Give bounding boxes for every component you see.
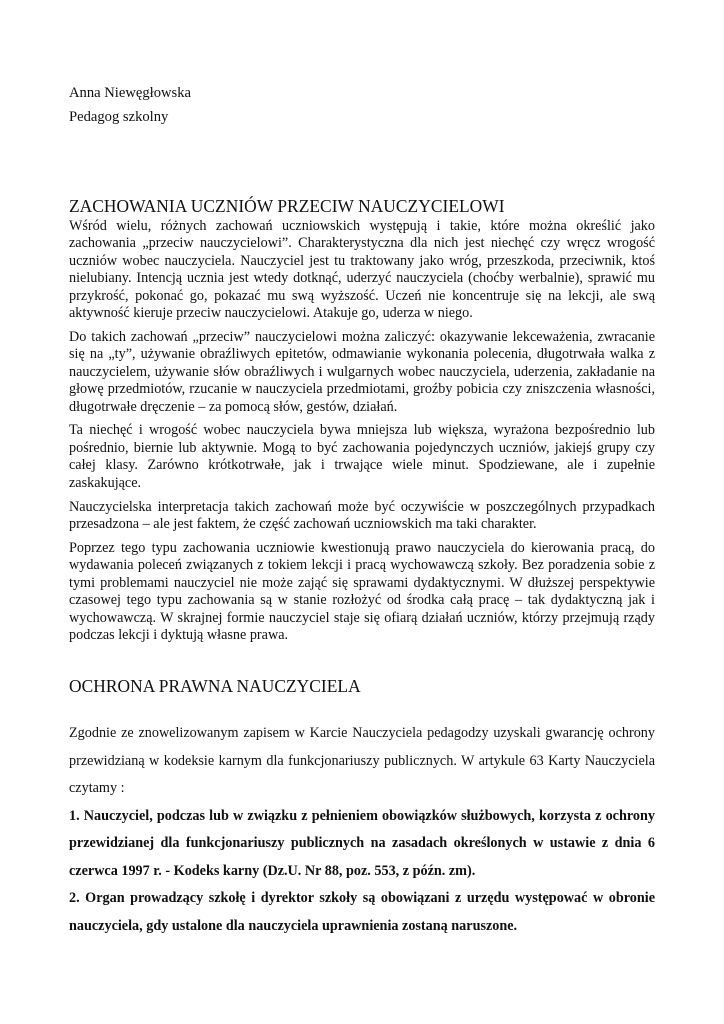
author-name: Anna Niewęgłowska xyxy=(69,85,191,101)
author-role: Pedagog szkolny xyxy=(69,109,169,125)
intro-paragraph: Zgodnie ze znowelizowanym zapisem w Karcie Nauczyciela pedagodzy uzyskali gwarancję ochrony przewidzianą w kodeksie karnym dla funkcjonariuszy publicznych. W artykule 63 Karty Nauczyciela czytamy : xyxy=(69,725,655,796)
paragraph: Wśród wielu, różnych zachowań uczniowskich występują i takie, które można określić jako zachowania „przeciw nauczycielowi”. Charakterystyczna dla nich jest niechęć czy wręcz wrogość uczniów wobec nauczyciela. Nauczyciel jest tu traktowany jako wróg, przeszkoda, przeciwnik, ktoś nielubiany. Intencją ucznia jest wtedy dotknąć, uderzyć nauczyciela (choćby werbalnie), sprawić mu przykrość, pokonać go, pokazać mu swą wyższość. Uczeń nie koncentruje się na lekcji, ale swą aktywność kieruje przeciw nauczycielowi. Atakuje go, uderza w niego. xyxy=(69,218,655,322)
section-2-title: OCHRONA PRAWNA NAUCZYCIELA xyxy=(69,676,361,696)
paragraph: Ta niechęć i wrogość wobec nauczyciela bywa mniejsza lub większa, wyrażona bezpośrednio lub pośrednio, biernie lub aktywnie. Mogą to być zachowania pojedynczych uczniów, jakiejś grupy czy całej klasy. Zarówno krótkotrwałe, jak i trwające wiele minut. Spodziewane, ale i zupełnie zaskakujące. xyxy=(69,422,655,491)
article-point-1: 1. Nauczyciel, podczas lub w związku z pełnieniem obowiązków służbowych, korzysta z ochrony przewidzianej dla funkcjonariuszy publicznych na zasadach określonych w ustawie z dnia 6 czerwca 1997 r. - Kodeks karny (Dz.U. Nr 88, poz. 553, z późn. zm). xyxy=(69,807,655,879)
section-1-body xyxy=(69,218,655,651)
paragraph: Poprzez tego typu zachowania uczniowie kwestionują prawo nauczyciela do kierowania pracą, do wydawania poleceń związanych z tokiem lekcji i pracą wychowawczą szkoły. Bez poradzenia sobie z tymi problemami nauczyciel nie może zająć się sprawami dydaktycznymi. W dłuższej perspektywie czasowej tego typu zachowania są w stanie rozłożyć od środka całą pracę – tak dydaktyczną jak i wychowawczą. W skrajnej formie nauczyciel staje się ofiarą działań uczniów, którzy przejmują rządy podczas lekcji i dyktują własne prawa. xyxy=(69,539,655,643)
section-1-title: ZACHOWANIA UCZNIÓW PRZECIW NAUCZYCIELOWI xyxy=(69,196,505,216)
section-2-body xyxy=(69,720,655,940)
paragraph: Nauczycielska interpretacja takich zachowań może być oczywiście w poszczególnych przypadkach przesadzona – ale jest faktem, że część zachowań uczniowskich ma taki charakter. xyxy=(69,498,655,532)
article-point-2: 2. Organ prowadzący szkołę i dyrektor szkoły są obowiązani z urzędu występować w obronie nauczyciela, gdy ustalone dla nauczyciela uprawnienia zostaną naruszone. xyxy=(69,890,655,934)
paragraph: Do takich zachowań „przeciw” nauczycielowi można zaliczyć: okazywanie lekceważenia, zwracanie się na „ty”, używanie obraźliwych epitetów, odmawianie wykonania polecenia, długotrwała walka z nauczycielem, używanie słów obraźliwych i wulgarnych wobec nauczyciela, uderzenia, zakładanie na głowę przedmiotów, rzucanie w nauczyciela przedmiotami, groźby pobicia czy zniszczenia własności, długotrwałe dręczenie – za pomocą słów, gestów, działań. xyxy=(69,328,655,415)
